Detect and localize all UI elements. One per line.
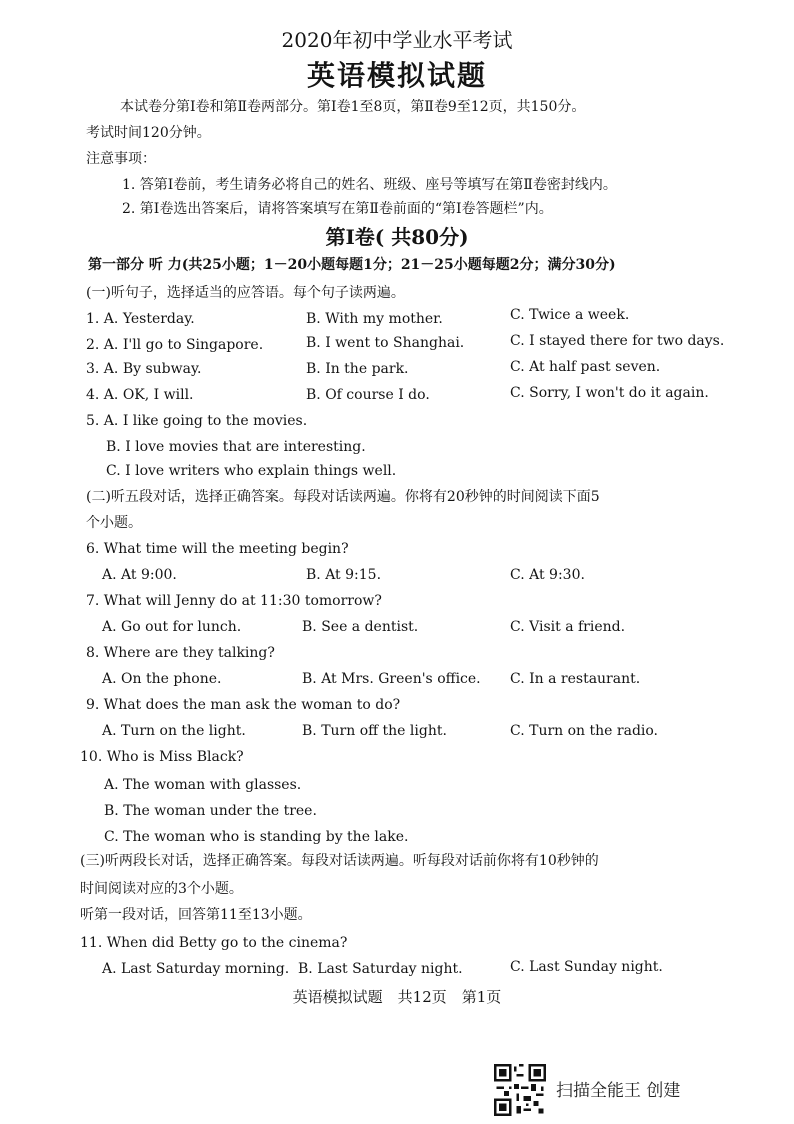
qr-code-icon [494, 1064, 546, 1116]
notes-label: 注意事项： [86, 151, 156, 167]
section3-instruction-2: 时间阅读对应的3个小题。 [80, 881, 243, 897]
q5-option-b: B. I love movies that are interesting. [106, 439, 366, 455]
q4-option-a: 4. A. OK, I will. [86, 387, 194, 403]
q3-option-b: B. In the park. [306, 361, 409, 377]
section1-instruction: (一)听句子，选择适当的应答语。每个句子读两遍。 [86, 285, 405, 301]
q10-stem: 10. Who is Miss Black? [80, 749, 244, 765]
note-2: 2. 第Ⅰ卷选出答案后，请将答案填写在第Ⅱ卷前面的“第Ⅰ卷答题栏”内。 [122, 201, 553, 217]
q6-option-a: A. At 9:00. [102, 567, 177, 583]
q8-option-a: A. On the phone. [102, 671, 222, 687]
q10-option-c: C. The woman who is standing by the lake. [104, 829, 409, 845]
q1-option-c: C. Twice a week. [510, 307, 630, 323]
dialog1-label: 听第一段对话，回答第11至13小题。 [80, 907, 312, 923]
q5-option-a: 5. A. I like going to the movies. [86, 413, 308, 429]
q1-option-a: 1. A. Yesterday. [86, 311, 195, 327]
q8-option-c: C. In a restaurant. [510, 671, 641, 687]
q2-option-c: C. I stayed there for two days. [510, 333, 725, 349]
q11-option-a: A. Last Saturday morning. [102, 961, 290, 977]
q6-option-c: C. At 9:30. [510, 567, 585, 583]
q9-option-c: C. Turn on the radio. [510, 723, 659, 739]
scanner-caption: 扫描全能王 创建 [556, 1081, 681, 1101]
section2-instruction-2: 个小题。 [86, 515, 142, 531]
q9-option-a: A. Turn on the light. [102, 723, 246, 739]
q8-option-b: B. At Mrs. Green's office. [302, 671, 481, 687]
section2-instruction-1: (二)听五段对话，选择正确答案。每段对话读两遍。你将有20秒钟的时间阅读下面5 [86, 489, 600, 505]
q10-option-a: A. The woman with glasses. [104, 777, 302, 793]
intro-line-1: 本试卷分第Ⅰ卷和第Ⅱ卷两部分。第Ⅰ卷1至8页，第Ⅱ卷9至12页，共150分。 [120, 99, 586, 115]
q4-option-c: C. Sorry, I won't do it again. [510, 385, 709, 401]
q11-option-b: B. Last Saturday night. [298, 961, 463, 977]
page-footer: 英语模拟试题 共12页 第1页 [292, 988, 502, 1006]
q2-option-b: B. I went to Shanghai. [306, 335, 465, 351]
q10-option-b: B. The woman under the tree. [104, 803, 317, 819]
note-1: 1. 答第Ⅰ卷前，考生请务必将自己的姓名、班级、座号等填写在第Ⅱ卷密封线内。 [122, 177, 617, 193]
q7-option-a: A. Go out for lunch. [102, 619, 242, 635]
q3-option-a: 3. A. By subway. [86, 361, 202, 377]
q1-option-b: B. With my mother. [306, 311, 443, 327]
q6-option-b: B. At 9:15. [306, 567, 382, 583]
q5-option-c: C. I love writers who explain things well. [106, 463, 397, 479]
q11-stem: 11. When did Betty go to the cinema? [80, 935, 348, 951]
exam-title: 2020年初中学业水平考试 [281, 28, 513, 52]
intro-line-2: 考试时间120分钟。 [86, 125, 211, 141]
q4-option-b: B. Of course I do. [306, 387, 430, 403]
section3-instruction-1: (三)听两段长对话，选择正确答案。每段对话读两遍。听每段对话前你将有10秒钟的 [80, 853, 599, 869]
q11-option-c: C. Last Sunday night. [510, 959, 663, 975]
q8-stem: 8. Where are they talking? [86, 645, 275, 661]
q9-option-b: B. Turn off the light. [302, 723, 447, 739]
exam-subject-title: 英语模拟试题 [306, 59, 487, 92]
volume-heading: 第Ⅰ卷( 共80分) [325, 225, 469, 249]
q2-option-a: 2. A. I'll go to Singapore. [86, 337, 264, 353]
q3-option-c: C. At half past seven. [510, 359, 661, 375]
q7-stem: 7. What will Jenny do at 11:30 tomorrow? [86, 593, 382, 609]
q9-stem: 9. What does the man ask the woman to do? [86, 697, 401, 713]
q6-stem: 6. What time will the meeting begin? [86, 541, 349, 557]
q7-option-c: C. Visit a friend. [510, 619, 626, 635]
q7-option-b: B. See a dentist. [302, 619, 419, 635]
part1-heading: 第一部分 听 力(共25小题；1－20小题每题1分；21－25小题每题2分；满分30分) [88, 257, 616, 273]
